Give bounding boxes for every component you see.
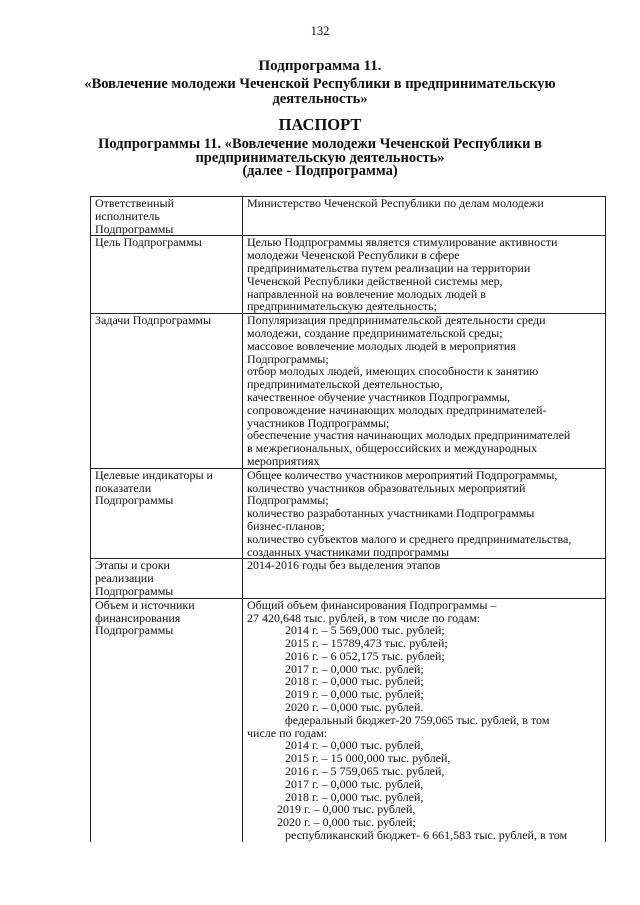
federal-budget-line: федеральный бюджет-20 759,065 тыс. рублей, в том bbox=[285, 712, 550, 727]
row-label-cell bbox=[91, 197, 243, 236]
federal-budget-line: числе по годам: bbox=[247, 725, 328, 740]
row-value-line: в межрегиональных, общероссийских и международных bbox=[247, 441, 538, 456]
subprogram-name bbox=[0, 77, 640, 107]
row-value-line: Чеченской Республики действенной системы мер, bbox=[247, 273, 503, 288]
row-value-line: участников Подпрограммы; bbox=[247, 415, 390, 430]
row-label-cell bbox=[91, 236, 243, 314]
row-value-line: количество субъектов малого и среднего предпринимательства, bbox=[247, 531, 572, 546]
row-value-line: Общее количество участников мероприятий Подпрограммы, bbox=[247, 467, 558, 482]
federal-year-line: 2017 г. – 0,000 тыс. рублей, bbox=[285, 776, 424, 791]
row-label-cell bbox=[91, 559, 243, 598]
row-label-cell bbox=[91, 314, 243, 469]
finance-year-line: 2017 г. – 0,000 тыс. рублей; bbox=[285, 661, 424, 676]
finance-label-cell bbox=[91, 598, 243, 842]
row-value-line: Популяризация предпринимательской деятельности среди bbox=[247, 313, 546, 328]
row-value-line: количество участников образовательных мероприятий bbox=[247, 480, 526, 495]
row-value-line: предпринимательства путем реализации на территории bbox=[247, 260, 531, 275]
republic-budget-line: республиканский бюджет- 6 661,583 тыс. рублей, в том bbox=[285, 828, 568, 843]
row-value-line: созданных участниками подпрограммы bbox=[247, 544, 450, 559]
row-value-cell bbox=[243, 236, 606, 314]
finance-year-line: 2018 г. – 0,000 тыс. рублей; bbox=[285, 674, 424, 689]
row-value-cell bbox=[243, 559, 606, 598]
federal-year-line: 2015 г. – 15 000,000 тыс. рублей, bbox=[285, 751, 451, 766]
row-label-line: Цель Подпрограммы bbox=[95, 235, 202, 250]
federal-year-line: 2018 г. – 0,000 тыс. рублей, bbox=[285, 789, 424, 804]
row-label-line: Подпрограммы bbox=[95, 493, 174, 508]
row-value-line: сопровождение начинающих молодых предпринимателей- bbox=[247, 402, 547, 417]
row-label-line: исполнитель bbox=[95, 208, 160, 223]
finance-total-line: Общий объем финансирования Подпрограммы – bbox=[247, 597, 497, 612]
row-value-line: направленной на вовлечение молодых людей в bbox=[247, 286, 486, 301]
row-label-line: Этапы и сроки bbox=[95, 558, 170, 573]
federal-year-line: 2016 г. – 5 759,065 тыс. рублей, bbox=[285, 764, 445, 779]
row-label-line: Задачи Подпрограммы bbox=[95, 313, 212, 328]
row-label-line: реализации bbox=[95, 571, 154, 586]
row-value-line: предпринимательскую деятельность; bbox=[247, 299, 437, 314]
row-value-line: Подпрограммы; bbox=[247, 493, 329, 508]
row-value-cell bbox=[243, 468, 606, 559]
table-row bbox=[91, 314, 606, 469]
row-value-line: количество разработанных участниками Подпрограммы bbox=[247, 506, 535, 521]
row-label-line: Подпрограммы bbox=[95, 221, 174, 236]
finance-label-line: Подпрограммы bbox=[95, 623, 174, 638]
row-label-line: Ответственный bbox=[95, 196, 175, 210]
finance-label-line: финансирования bbox=[95, 610, 181, 625]
passport-table-body bbox=[91, 197, 606, 599]
passport-subtitle-line-2: предпринимательскую деятельность» bbox=[195, 149, 445, 166]
row-value-line: мероприятиях bbox=[247, 453, 320, 468]
row-value-line: 2014-2016 годы без выделения этапов bbox=[247, 558, 441, 573]
finance-total-line: 27 420,648 тыс. рублей, в том числе по годам: bbox=[247, 610, 481, 625]
finance-year-line: 2016 г. – 6 052,175 тыс. рублей; bbox=[285, 648, 445, 663]
page-number: 132 bbox=[310, 24, 330, 38]
federal-year-line: 2020 г. – 0,000 тыс. рублей; bbox=[277, 815, 416, 830]
finance-year-line: 2020 г. – 0,000 тыс. рублей. bbox=[285, 700, 424, 715]
finance-value-cell bbox=[243, 598, 606, 842]
finance-year-line: 2019 г. – 0,000 тыс. рублей; bbox=[285, 687, 424, 702]
passport-title: ПАСПОРТ bbox=[278, 115, 362, 134]
table-row bbox=[91, 236, 606, 314]
row-value-line: предпринимательской деятельностью, bbox=[247, 377, 443, 392]
row-value-line: Целью Подпрограммы является стимулирование активности bbox=[247, 235, 558, 250]
passport-subtitle-line-1: Подпрограммы 11. «Вовлечение молодежи Чеченской Республики в bbox=[98, 136, 542, 152]
passport-subtitle-line-3: (далее - Подпрограмма) bbox=[242, 163, 398, 179]
finance-year-line: 2014 г. – 5 569,000 тыс. рублей; bbox=[285, 623, 445, 638]
row-label-line: Целевые индикаторы и bbox=[95, 467, 213, 482]
row-value-line: массовое вовлечение молодых людей в мероприятия bbox=[247, 338, 516, 353]
row-value-line: бизнес-планов; bbox=[247, 518, 325, 533]
table-row bbox=[91, 559, 606, 598]
finance-year-line: 2015 г. – 15789,473 тыс. рублей; bbox=[285, 636, 448, 651]
finance-label-line: Объем и источники bbox=[95, 597, 195, 612]
passport-subtitle bbox=[0, 138, 640, 179]
row-value-line: отбор молодых людей, имеющих способности к занятию bbox=[247, 364, 539, 379]
row-value-line: качественное обучение участников Подпрограммы, bbox=[247, 389, 511, 404]
row-value-line: Подпрограммы; bbox=[247, 351, 329, 366]
table-row bbox=[91, 468, 606, 559]
row-label-line: показатели bbox=[95, 480, 152, 495]
finance-section bbox=[91, 598, 606, 842]
row-value-cell bbox=[243, 197, 606, 236]
row-value-line: Министерство Чеченской Республики по делам молодежи bbox=[247, 196, 544, 210]
row-value-line: молодежи Чеченской Республики в сфере bbox=[247, 248, 460, 263]
federal-year-line: 2014 г. – 0,000 тыс. рублей, bbox=[285, 738, 424, 753]
row-value-line: молодежи, создание предпринимательской среды; bbox=[247, 325, 503, 340]
row-value-cell bbox=[243, 314, 606, 469]
row-label-line: Подпрограммы bbox=[95, 583, 174, 598]
subprogram-title: Подпрограмма 11. bbox=[258, 58, 382, 74]
subprogram-name-line-2: деятельность» bbox=[272, 91, 368, 107]
row-value-line: обеспечение участия начинающих молодых предпринимателей bbox=[247, 428, 571, 443]
federal-year-line: 2019 г. – 0,000 тыс. рублей, bbox=[277, 802, 416, 817]
subprogram-name-line-1: «Вовлечение молодежи Чеченской Республики в предпринимательскую bbox=[84, 76, 556, 92]
table-row bbox=[91, 197, 606, 236]
table-row-finance bbox=[91, 598, 606, 842]
row-label-cell bbox=[91, 468, 243, 559]
passport-table bbox=[90, 196, 606, 842]
